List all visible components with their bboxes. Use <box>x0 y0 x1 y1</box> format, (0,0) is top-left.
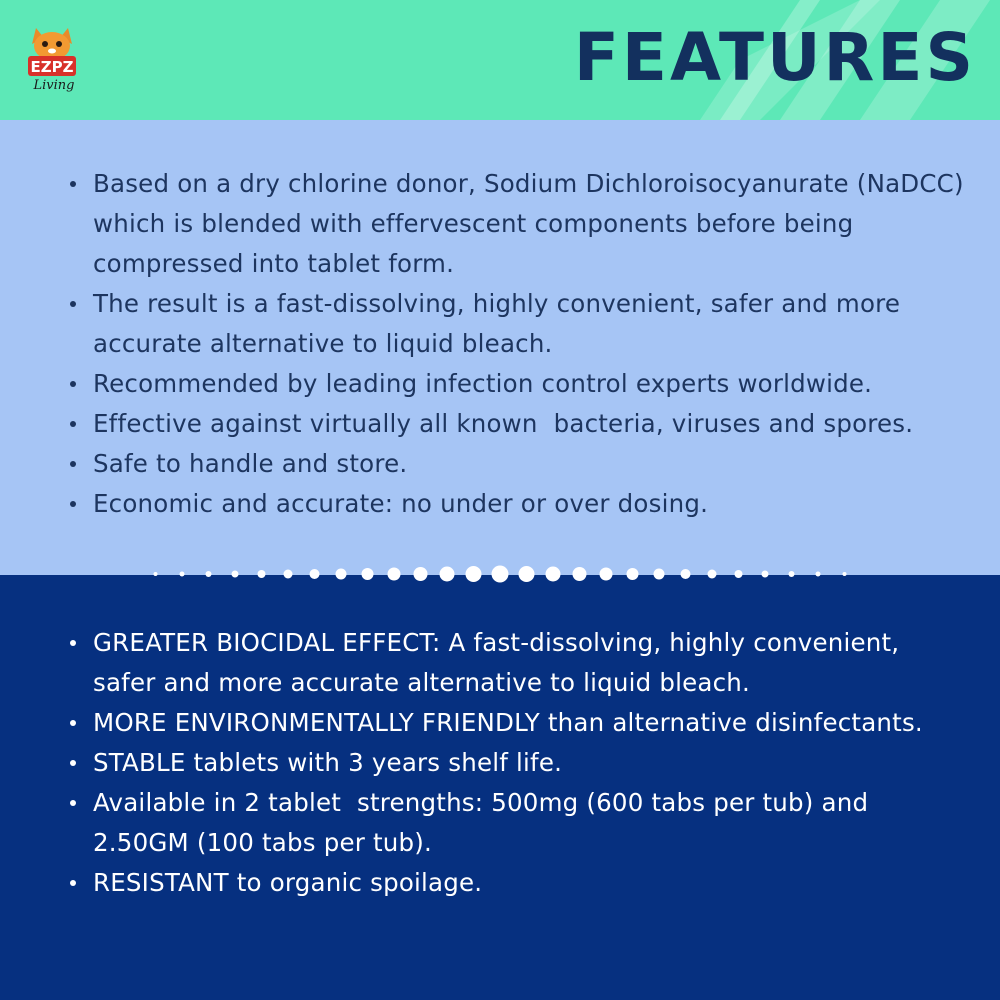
divider-dot <box>388 568 401 581</box>
divider-dot <box>440 567 455 582</box>
divider-dot <box>735 570 743 578</box>
divider-dot <box>573 567 587 581</box>
list-item: Available in 2 tablet strengths: 500mg (600 tabs per tub) and 2.50GM (100 tabs per tub). <box>68 783 968 863</box>
list-item: RESISTANT to organic spoilage. <box>68 863 968 903</box>
divider-dot <box>284 570 293 579</box>
list-item: Economic and accurate: no under or over dosing. <box>68 484 968 524</box>
list-item: MORE ENVIRONMENTALLY FRIENDLY than alternative disinfectants. <box>68 703 968 743</box>
divider-dot <box>627 568 639 580</box>
list-item: STABLE tablets with 3 years shelf life. <box>68 743 968 783</box>
divider-dot <box>762 571 769 578</box>
features-list-bottom <box>68 623 968 903</box>
features-section-bottom <box>0 575 1000 1000</box>
cat-mascot-icon <box>22 26 82 96</box>
list-item: GREATER BIOCIDAL EFFECT: A fast-dissolving, highly convenient, safer and more accurate alternative to liquid bleach. <box>68 623 968 703</box>
divider-dot <box>789 571 795 577</box>
divider-dot <box>546 567 561 582</box>
divider-dot <box>258 570 266 578</box>
divider-dot <box>600 568 613 581</box>
divider-dot <box>232 571 239 578</box>
divider-dot <box>708 570 717 579</box>
list-item: Safe to handle and store. <box>68 444 968 484</box>
divider-dot <box>180 572 185 577</box>
ezpz-logo <box>22 26 82 96</box>
header-banner <box>0 0 1000 120</box>
divider-dot <box>492 566 509 583</box>
divider-dot <box>362 568 374 580</box>
divider-dot <box>206 571 212 577</box>
divider-dot <box>681 569 691 579</box>
divider-dot <box>843 572 847 576</box>
page-title: FEATURES <box>573 19 976 96</box>
divider-dot <box>414 567 428 581</box>
features-list-top <box>68 164 972 524</box>
divider-dot <box>816 572 821 577</box>
divider-dot <box>154 572 158 576</box>
features-section-top <box>0 120 1000 575</box>
divider-dot <box>466 566 482 582</box>
logo-subtext: Living <box>33 78 75 93</box>
list-item: Based on a dry chlorine donor, Sodium Dichloroisocyanurate (NaDCC) which is blended with effervescent components before being compressed into tablet form. <box>68 164 968 284</box>
list-item: Effective against virtually all known bacteria, viruses and spores. <box>68 404 968 444</box>
divider-dot <box>310 569 320 579</box>
divider-dot <box>519 566 535 582</box>
list-item: The result is a fast-dissolving, highly convenient, safer and more accurate alternative to liquid bleach. <box>68 284 968 364</box>
list-item: Recommended by leading infection control experts worldwide. <box>68 364 968 404</box>
divider-dot <box>336 569 347 580</box>
logo-text: EZPZ <box>30 58 74 76</box>
dotted-divider <box>0 558 1000 590</box>
divider-dot <box>654 569 665 580</box>
